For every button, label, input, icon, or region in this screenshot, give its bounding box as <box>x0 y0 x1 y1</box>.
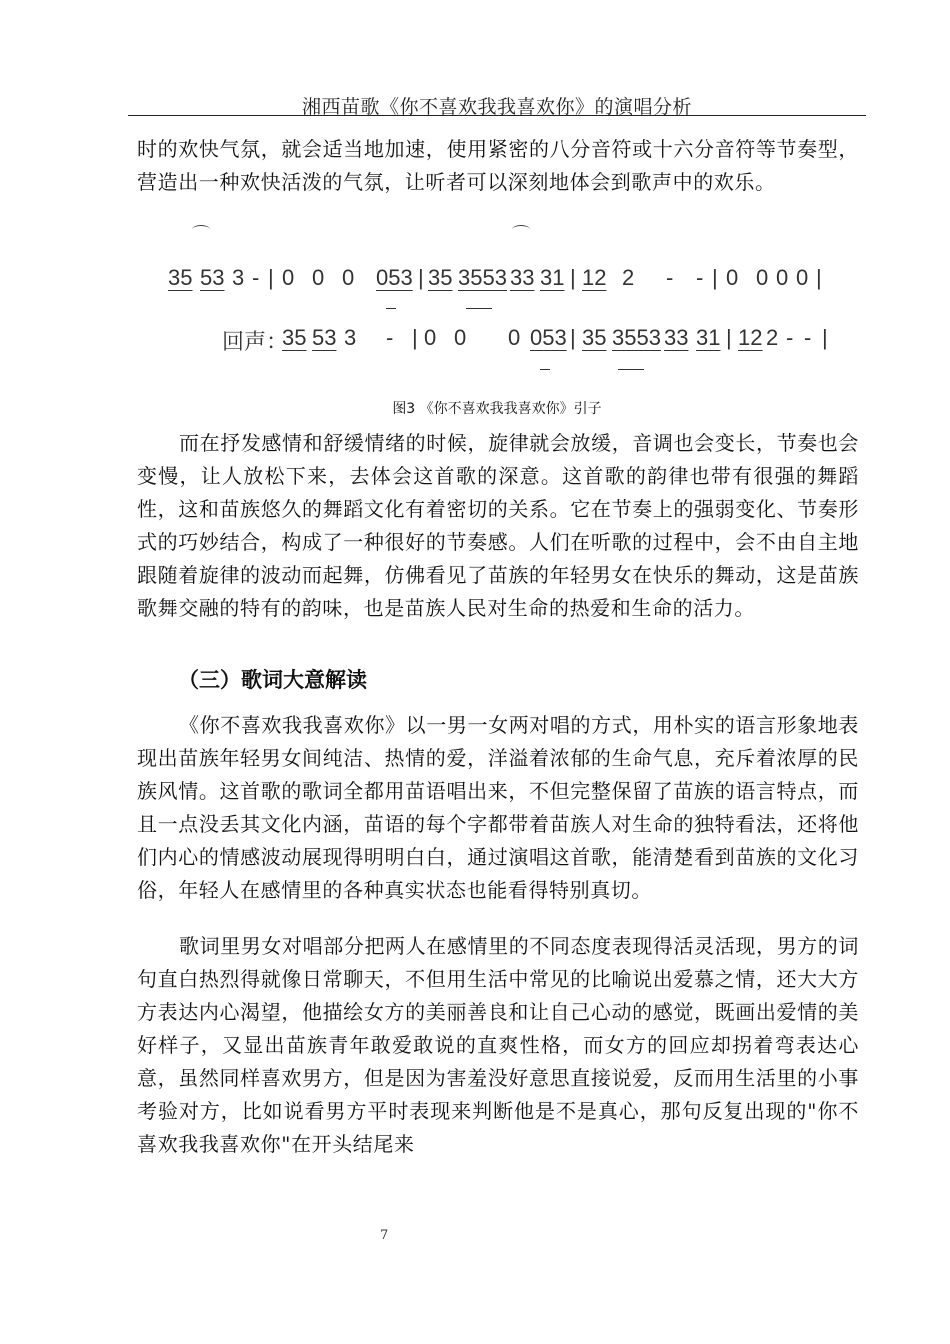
note-group: 33 <box>664 325 689 350</box>
sixteenth-beam <box>618 369 644 370</box>
dash: - <box>252 265 260 290</box>
jianpu-notation-figure <box>160 215 860 355</box>
note-group: 053 <box>530 325 567 350</box>
rest: 0 <box>756 265 769 290</box>
paragraph: 《你不喜欢我我喜欢你》以一男一女两对唱的方式，用朴实的语言形象地表现出苗族年轻男女间纯洁、热情的爱，洋溢着浓郁的生命气息，充斥着浓厚的民族风情。这首歌的歌词全都用苗语唱出来，不但完整保留了苗族的语言特点，而且一点没丢其文化内涵，苗语的每个字都带着苗族人对生命的独特看法，还将他们内心的情感波动展现得明明白白，通过演唱这首歌，能清楚看到苗族的文化习俗，年轻人在感情里的各种真实状态也能看得特别真切。 <box>137 713 859 902</box>
rest: 0 <box>454 325 467 350</box>
figure-caption: 图3 《你不喜欢我我喜欢你》引子 <box>392 401 602 417</box>
dash: - <box>386 325 394 350</box>
note-group: 12 <box>582 265 607 290</box>
note: 2 <box>766 325 779 350</box>
note-group: 33 <box>510 265 535 290</box>
rest: 0 <box>282 265 295 290</box>
running-header: 湘西苗歌《你不喜欢我我喜欢你》的演唱分析 <box>301 96 692 118</box>
barline: | <box>268 265 274 290</box>
dash: - <box>666 265 674 290</box>
rest: 0 <box>424 325 437 350</box>
note-group: 53 <box>200 265 225 290</box>
fermata-arc <box>192 225 210 234</box>
note: 2 <box>622 265 635 290</box>
barline: | <box>816 265 822 290</box>
paragraph-continuation: 时的欢快气氛，就会适当地加速，使用紧密的八分音符或十六分音符等节奏型，营造出一种欢快活泼的气氛，让听者可以深刻地体会到歌声中的欢乐。 <box>137 137 859 194</box>
note-group: 3553 <box>458 265 507 290</box>
rest: 0 <box>776 265 789 290</box>
header-rule <box>128 115 866 116</box>
rest: 0 <box>312 265 325 290</box>
barline: | <box>712 265 718 290</box>
rest: 0 <box>342 265 355 290</box>
barline: | <box>418 265 424 290</box>
rest: 0 <box>508 325 521 350</box>
fermata-arc <box>512 225 530 234</box>
note-group: 35 <box>282 325 307 350</box>
sixteenth-beam <box>540 369 550 370</box>
note-group: 53 <box>312 325 337 350</box>
rest: 0 <box>726 265 739 290</box>
note: 3 <box>344 325 357 350</box>
paragraph: 而在抒发感情和舒缓情绪的时候，旋律就会放缓，音调也会变长，节奏也会变慢，让人放松下来，去体会这首歌的深意。这首歌的韵律也带有很强的舞蹈性，这和苗族悠久的舞蹈文化有着密切的关系。它在节奏上的强弱变化、节奏形式的巧妙结合，构成了一种很好的节奏感。人们在听歌的过程中，会不由自主地跟随着旋律的波动而起舞，仿佛看见了苗族的年轻男女在快乐的舞动，这是苗族歌舞交融的特有的韵味，也是苗族人民对生命的热爱和生命的活力。 <box>137 431 859 620</box>
note-group: 31 <box>696 325 721 350</box>
dash: - <box>696 265 704 290</box>
dash: - <box>804 325 812 350</box>
barline: | <box>570 325 576 350</box>
paragraph: 歌词里男女对唱部分把两人在感情里的不同态度表现得活灵活现，男方的词句直白热烈得就像日常聊天，不但用生活中常见的比喻说出爱慕之情，还大大方方表达内心渴望，他描绘女方的美丽善良和让自己心动的感觉，既画出爱情的美好样子，又显出苗族青年敢爱敢说的直爽性格，而女方的回应却拐着弯表达心意，虽然同样喜欢男方，但是因为害羞没好意思直接说爱，反而用生活里的小事考验对方，比如说看男方平时表现来判断他是不是真心，那句反复出现的"你不喜欢我我喜欢你"在开头结尾来 <box>137 934 859 1156</box>
echo-label: 回声： <box>222 329 289 354</box>
note-group: 053 <box>376 265 413 290</box>
note-group: 35 <box>168 265 193 290</box>
barline: | <box>822 325 828 350</box>
note-group: 3553 <box>612 325 661 350</box>
note-group: 31 <box>540 265 565 290</box>
barline: | <box>570 265 576 290</box>
barline: | <box>726 325 732 350</box>
dash: - <box>786 325 794 350</box>
barline: | <box>412 325 418 350</box>
section-heading: （三）歌词大意解读 <box>178 668 367 692</box>
note-group: 12 <box>738 325 763 350</box>
sixteenth-beam <box>386 308 396 309</box>
note: 3 <box>232 265 245 290</box>
note-group: 35 <box>582 325 607 350</box>
rest: 0 <box>796 265 809 290</box>
note-group: 35 <box>428 265 453 290</box>
sixteenth-beam <box>466 308 492 309</box>
page-number: 7 <box>380 1228 389 1243</box>
